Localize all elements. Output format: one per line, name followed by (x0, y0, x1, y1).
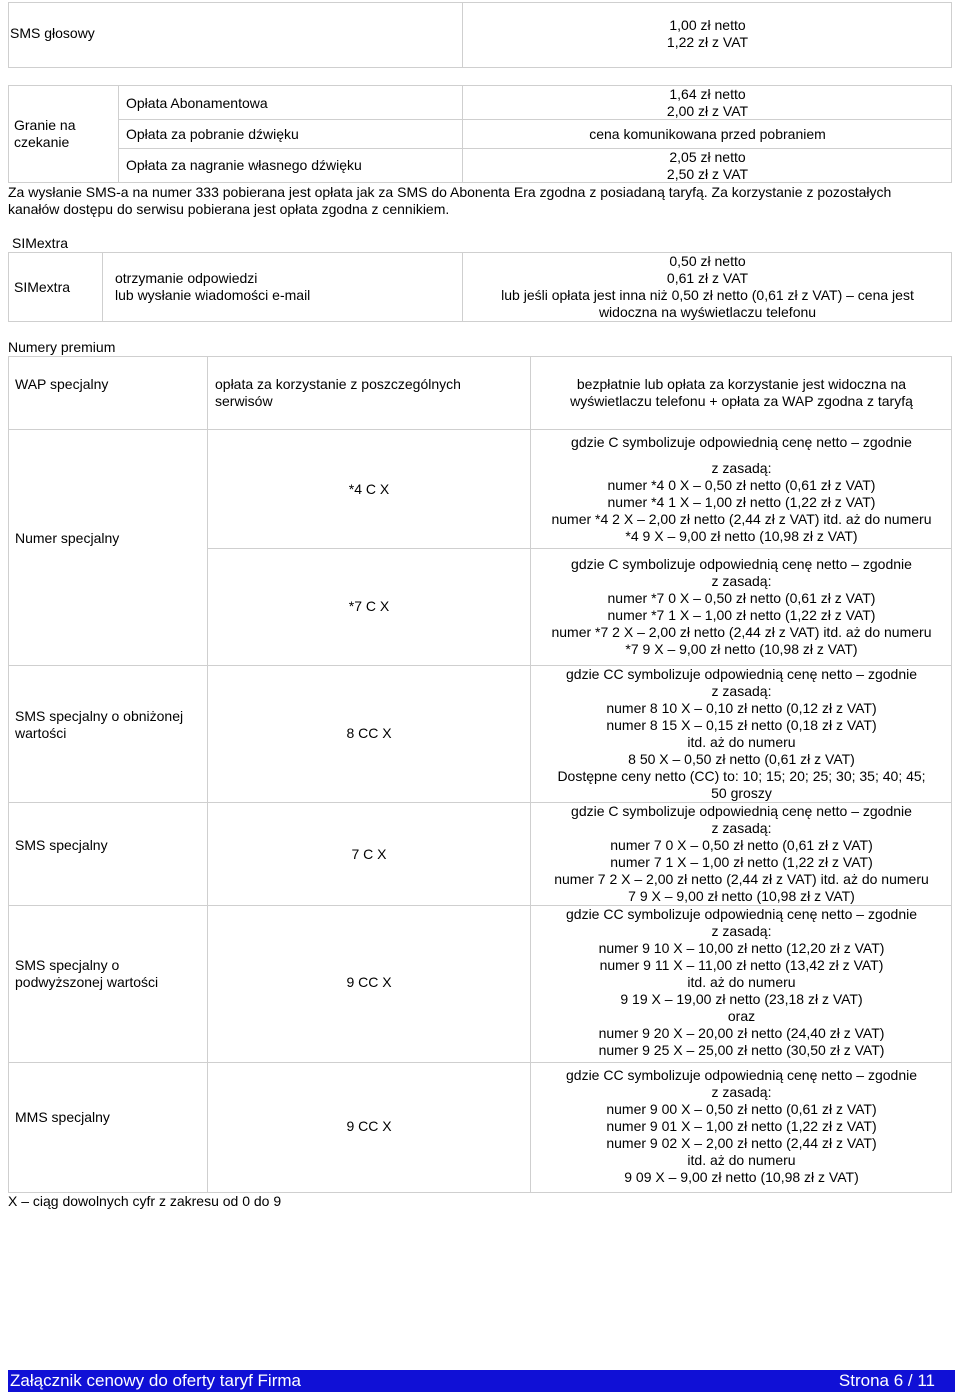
desc-line: numer 9 02 X – 2,00 zł netto (2,44 zł z VAT) (606, 1135, 877, 1151)
desc-line: gdzie C symbolizuje odpowiednią cenę netto – zgodnie (571, 803, 912, 819)
desc-line: numer *4 1 X – 1,00 zł netto (1,22 zł z VAT) (607, 494, 876, 510)
sms-podwyzszony-code: 9 CC X (346, 974, 392, 990)
sms-glosowy-price-net: 1,00 zł netto (669, 17, 746, 33)
simextra-name: SIMextra (14, 279, 71, 295)
numer-specjalny-name: Numer specjalny (15, 530, 120, 546)
numer-specjalny-desc (531, 556, 952, 658)
desc-line: numer 7 1 X – 1,00 zł netto (1,22 zł z VAT) (610, 854, 873, 870)
granie-label-line2: czekanie (14, 134, 70, 150)
desc-line: numer 9 20 X – 20,00 zł netto (24,40 zł z VAT) (598, 1025, 885, 1041)
wap-price: wyświetlaczu telefonu + opłata za WAP zgodna z taryfą (570, 393, 913, 409)
desc-line: numer *4 0 X – 0,50 zł netto (0,61 zł z VAT) (607, 477, 876, 493)
wap-price: bezpłatnie lub opłata za korzystanie jest widoczna na (576, 376, 907, 392)
desc-line: 9 19 X – 19,00 zł netto (23,18 zł z VAT) (620, 991, 863, 1007)
mms-specjalny-desc (531, 1067, 952, 1186)
desc-line: numer 7 2 X – 2,00 zł netto (2,44 zł z VAT) itd. aż do numeru (554, 871, 929, 887)
footer-page-number: Strona 6 / 11 (838, 1371, 935, 1390)
sms-podwyzszony-name: SMS specjalny o (15, 957, 120, 973)
granie-row-price: cena komunikowana przed pobraniem (589, 126, 826, 142)
simextra-desc: otrzymanie odpowiedzi (115, 270, 258, 286)
desc-line: numer *7 0 X – 0,50 zł netto (0,61 zł z VAT) (607, 590, 876, 606)
desc-line: numer *7 1 X – 1,00 zł netto (1,22 zł z VAT) (607, 607, 876, 623)
granie-row-price: 1,64 zł netto (669, 86, 746, 102)
desc-line: z zasadą: (711, 683, 772, 699)
sms-specjalny-code: 7 C X (351, 846, 387, 862)
page-footer (8, 1370, 955, 1392)
mms-specjalny-name: MMS specjalny (15, 1109, 110, 1125)
desc-line: gdzie CC symbolizuje odpowiednią cenę netto – zgodnie (566, 906, 917, 922)
desc-line: gdzie CC symbolizuje odpowiednią cenę netto – zgodnie (566, 666, 917, 682)
desc-line: numer 9 11 X – 11,00 zł netto (13,42 zł z VAT) (599, 957, 884, 973)
desc-line: numer *7 2 X – 2,00 zł netto (2,44 zł z VAT) itd. aż do numeru (551, 624, 932, 640)
granie-label-line1: Granie na (14, 117, 76, 133)
sms-obnizony-name: SMS specjalny o obniżonej (15, 708, 184, 724)
desc-line: numer *4 2 X – 2,00 zł netto (2,44 zł z VAT) itd. aż do numeru (551, 511, 932, 527)
desc-line: z zasadą: (711, 460, 772, 476)
desc-line: numer 9 01 X – 1,00 zł netto (1,22 zł z VAT) (606, 1118, 877, 1134)
desc-line: numer 9 10 X – 10,00 zł netto (12,20 zł z VAT) (598, 940, 885, 956)
desc-line: 9 09 X – 9,00 zł netto (10,98 zł z VAT) (624, 1169, 859, 1185)
granie-row-price: 2,00 zł z VAT (666, 103, 749, 119)
desc-line: numer 9 25 X – 25,00 zł netto (30,50 zł z VAT) (598, 1042, 885, 1058)
desc-line: z zasadą: (711, 923, 772, 939)
sms-obnizony-name: wartości (15, 725, 67, 741)
wap-desc: serwisów (215, 393, 273, 409)
numer-specjalny-code: *4 C X (348, 481, 390, 497)
granie-row-name: Opłata Abonamentowa (126, 95, 268, 111)
sms-obnizony-desc (531, 666, 952, 802)
desc-line: 8 50 X – 0,50 zł netto (0,61 zł z VAT) (628, 751, 855, 767)
sms-glosowy-label: SMS głosowy (10, 25, 95, 41)
desc-line: z zasadą: (711, 573, 772, 589)
simextra-price: 0,50 zł netto (669, 253, 746, 269)
wap-desc: opłata za korzystanie z poszczególnych (215, 376, 461, 392)
mms-specjalny-code: 9 CC X (346, 1118, 392, 1134)
sms-specjalny-name: SMS specjalny (15, 837, 108, 853)
granie-row-name: Opłata za nagranie własnego dźwięku (126, 157, 362, 173)
sms-podwyzszony-name: podwyższonej wartości (15, 974, 159, 990)
desc-line: Dostępne ceny netto (CC) to: 10; 15; 20; 25; 30; 35; 40; 45; (557, 768, 926, 784)
simextra-section-title: SIMextra (12, 235, 69, 251)
desc-line: gdzie C symbolizuje odpowiednią cenę netto – zgodnie (571, 434, 912, 450)
desc-line: itd. aż do numeru (687, 1152, 796, 1168)
simextra-price: lub jeśli opłata jest inna niż 0,50 zł netto (0,61 zł z VAT) – cena jest (501, 287, 914, 303)
desc-line: z zasadą: (711, 1084, 772, 1100)
desc-line: numer 8 15 X – 0,15 zł netto (0,18 zł z VAT) (606, 717, 877, 733)
desc-line: *7 9 X – 9,00 zł netto (10,98 zł z VAT) (625, 641, 858, 657)
sms-specjalny-desc (531, 803, 952, 905)
simextra-price: widoczna na wyświetlaczu telefonu (598, 304, 817, 320)
granie-note: Za wysłanie SMS-a na numer 333 pobierana jest opłata jak za SMS do Abonenta Era zgodna z posiadaną taryfą. Za korzystanie z pozostałych (8, 184, 892, 200)
desc-line: gdzie CC symbolizuje odpowiednią cenę netto – zgodnie (566, 1067, 917, 1083)
premium-footnote: X – ciąg dowolnych cyfr z zakresu od 0 do 9 (8, 1193, 282, 1209)
wap-name: WAP specjalny (15, 376, 109, 392)
desc-line: numer 9 00 X – 0,50 zł netto (0,61 zł z VAT) (606, 1101, 877, 1117)
sms-podwyzszony-desc (531, 906, 952, 1059)
simextra-price: 0,61 zł z VAT (666, 270, 749, 286)
numer-specjalny-desc (531, 434, 952, 545)
desc-line: numer 8 10 X – 0,10 zł netto (0,12 zł z VAT) (606, 700, 877, 716)
premium-section-title: Numery premium (8, 339, 116, 355)
granie-note: kanałów dostępu do serwisu pobierana jest opłata zgodna z cennikiem. (8, 201, 450, 217)
desc-line: itd. aż do numeru (687, 734, 796, 750)
desc-line: z zasadą: (711, 820, 772, 836)
sms-obnizony-code: 8 CC X (346, 725, 392, 741)
granie-row-name: Opłata za pobranie dźwięku (126, 126, 299, 142)
desc-line: *4 9 X – 9,00 zł netto (10,98 zł z VAT) (625, 528, 858, 544)
footer-title: Załącznik cenowy do oferty taryf Firma (10, 1371, 301, 1390)
granie-row-price: 2,50 zł z VAT (666, 166, 749, 182)
desc-line: oraz (727, 1008, 756, 1024)
simextra-desc: lub wysłanie wiadomości e-mail (115, 287, 311, 303)
desc-line: 7 9 X – 9,00 zł netto (10,98 zł z VAT) (628, 888, 855, 904)
desc-line: numer 7 0 X – 0,50 zł netto (0,61 zł z VAT) (610, 837, 873, 853)
desc-line: itd. aż do numeru (687, 974, 796, 990)
desc-line: gdzie C symbolizuje odpowiednią cenę netto – zgodnie (571, 556, 912, 572)
numer-specjalny-code: *7 C X (348, 598, 390, 614)
sms-glosowy-price-vat: 1,22 zł z VAT (666, 34, 749, 50)
granie-row-price: 2,05 zł netto (669, 149, 746, 165)
desc-line: 50 groszy (711, 785, 772, 801)
